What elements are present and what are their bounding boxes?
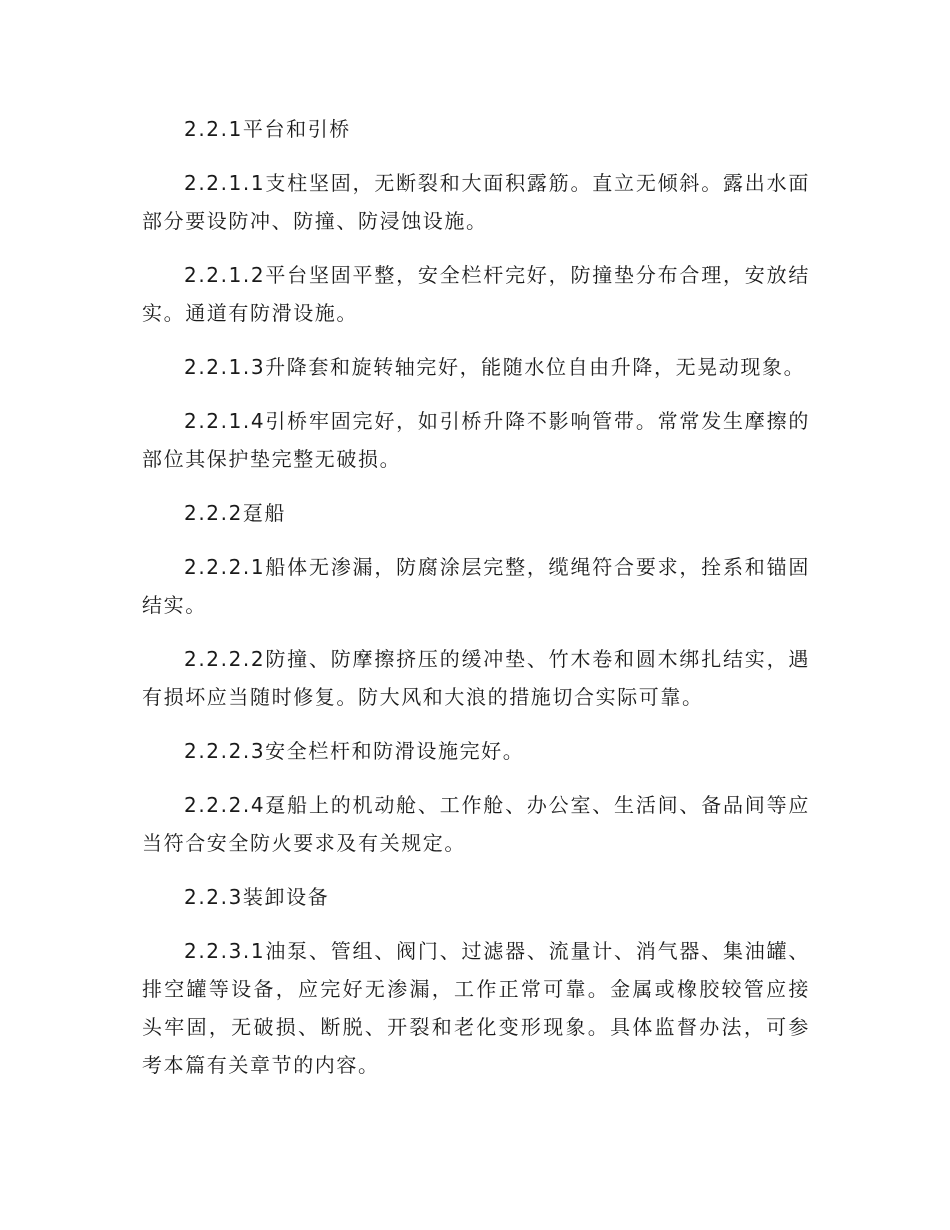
section-heading: 2.2.1平台和引桥 xyxy=(184,117,351,141)
paragraph: 2.2.3.1油泵、管组、阀门、过滤器、流量计、消气器、集油罐、排空罐等设备，应完好无渗漏，工作正常可靠。金属或橡胶较管应接头牢固，无破损、断脱、开裂和老化变形现象。具体监督办法，可参考本篇有关章节的内容。 xyxy=(142,939,810,1077)
paragraph: 2.2.2.3安全栏杆和防滑设施完好。 xyxy=(184,739,525,763)
paragraph: 2.2.1.3升降套和旋转轴完好，能随水位自由升降，无晃动现象。 xyxy=(184,355,806,379)
paragraph: 2.2.1.2平台坚固平整，安全栏杆完好，防撞垫分布合理，安放结实。通道有防滑设施。 xyxy=(142,263,810,325)
document-body xyxy=(142,110,810,1100)
paragraph: 2.2.2.2防撞、防摩擦挤压的缓冲垫、竹木卷和圆木绑扎结实，遇有损坏应当随时修复。防大风和大浪的措施切合实际可靠。 xyxy=(142,647,810,709)
paragraph: 2.2.1.1支柱坚固，无断裂和大面积露筋。直立无倾斜。露出水面部分要设防冲、防撞、防浸蚀设施。 xyxy=(142,171,810,233)
paragraph: 2.2.1.4引桥牢固完好，如引桥升降不影响管带。常常发生摩擦的部位其保护垫完整无破损。 xyxy=(142,409,810,471)
paragraph: 2.2.2.4趸船上的机动舱、工作舱、办公室、生活间、备品间等应当符合安全防火要求及有关规定。 xyxy=(142,793,810,855)
paragraph: 2.2.2.1船体无渗漏，防腐涂层完整，缆绳符合要求，拴系和锚固结实。 xyxy=(142,555,810,617)
section-heading: 2.2.2趸船 xyxy=(184,501,287,525)
section-heading: 2.2.3装卸设备 xyxy=(184,885,330,909)
